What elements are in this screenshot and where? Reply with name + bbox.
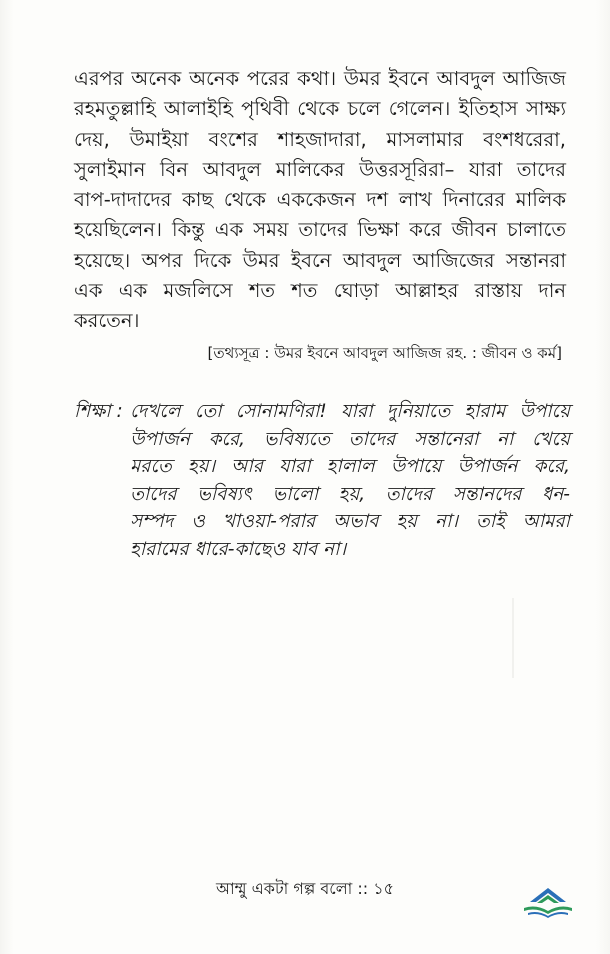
lesson-line: সম্পদ ও খাওয়া-পরার অভাব হয় না। তাই আমরা — [130, 511, 570, 532]
paper-smudge — [512, 598, 514, 678]
story-line: করতেন। — [74, 309, 140, 333]
story-line: বাপ-দাদাদের কাছ থেকে এককেজন দশ লাখ দিনারের মালিক — [74, 188, 566, 212]
lesson-line: মরতে হয়। আর যারা হালাল উপায়ে উপার্জন করে, — [130, 456, 570, 477]
story-paragraph — [74, 64, 566, 337]
story-line: হয়েছে। অপর দিকে উমর ইবনে আবদুল আজিজের সন্তানরা — [74, 248, 566, 272]
story-line: এরপর অনেক অনেক পরের কথা। উমর ইবনে আবদুল আজিজ — [74, 67, 566, 90]
story-line: রহমতুল্লাহি আলাইহি পৃথিবী থেকে চলে গেলেন। ইতিহাস সাক্ষ্য — [74, 97, 566, 121]
story-line: এক এক মজলিসে শত শত ঘোড়া আল্লাহর রাস্তায় দান — [74, 279, 566, 303]
story-line: সুলাইমান বিন আবদুল মালিকের উত্তরসূরিরা– যারা তাদের — [74, 157, 566, 181]
lesson-label: শিক্ষা : — [74, 401, 123, 422]
lesson-text — [130, 398, 570, 563]
book-chevron-logo-icon — [520, 880, 576, 924]
lesson-line: হারামের ধারে-কাছেও যাব না। — [130, 538, 347, 560]
lesson-line: তাদের ভবিষ্যৎ ভালো হয়, তাদের সন্তানদের ধন- — [130, 483, 570, 505]
story-line: হয়েছিলেন। কিন্তু এক সময় তাদের ভিক্ষা করে জীবন চালাতে — [74, 218, 566, 242]
source-citation: [তথ্যসূত্র : উমর ইবনে আবদুল আজিজ রহ. : জীবন ও কর্ম] — [207, 344, 562, 362]
page-footer: আম্মু একটা গল্প বলো :: ১৫ — [215, 879, 395, 898]
story-line: দেয়, উমাইয়া বংশের শাহজাদারা, মাসলামার বংশধরেরা, — [74, 127, 566, 151]
lesson-line: উপার্জন করে, ভবিষ্যতে তাদের সন্তানেরা না খেয়ে — [130, 428, 570, 450]
lesson-line: দেখলে তো সোনামণিরা! যারা দুনিয়াতে হারাম উপায়ে — [130, 401, 570, 422]
